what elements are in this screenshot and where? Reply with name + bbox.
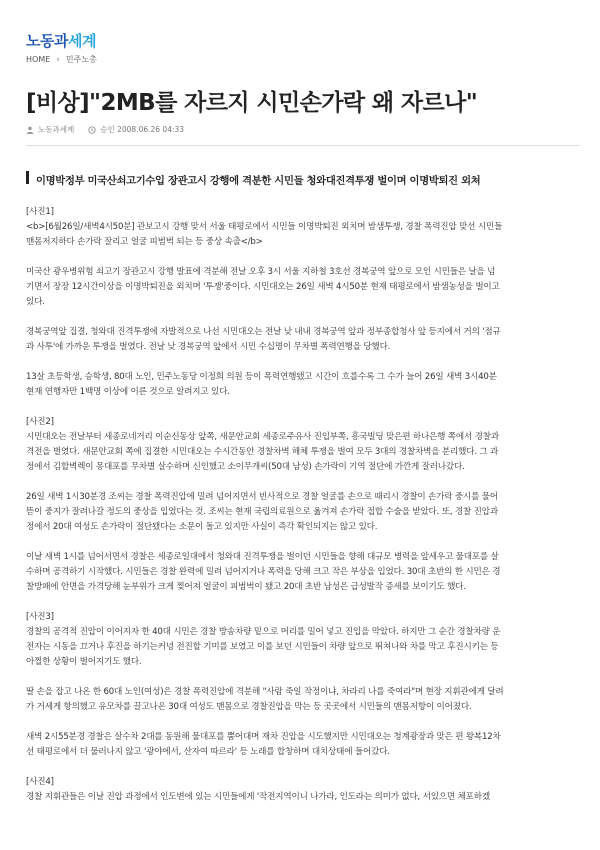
paragraph-line: 26일 새벽 1시30분경 조씨는 경찰 폭력진압에 밀려 넘어지면서 빈사적으로 경찰 얼굴를 손으로 때리시 경찰이 손가락 중시를 물어 (26, 492, 498, 502)
paragraph-line: 수하며 공격하기 시작했다. 시민들은 경찰 완력에 밀려 넘어지거나 폭력을 당해 크고 작은 부상을 입었다. 30대 초반의 한 시민은 경 (26, 567, 501, 577)
paragraph-line: 아찔한 상황이 벌어지기도 했다. (26, 657, 142, 667)
paragraph-line: 있다. (26, 297, 45, 307)
paragraph-line: 딸 손을 잡고 나온 한 60대 노인(여성)은 경찰 폭력진압에 격분해 "사람 죽일 작정이냐, 차라리 나를 죽여라"며 현장 지휘관에게 달려 (26, 687, 504, 697)
paragraph-line: 가 거세게 항의했고 유모차를 끌고나온 30대 여성도 맨몸으로 경찰진압을 막는 등 곳곳에서 시민들의 맨몸저항이 이어졌다. (26, 702, 472, 712)
paragraph-line: 기면서 장장 12시간이상을 이명박퇴진을 외치며 '투쟁'중이다. 시민대오는 26일 새벽 4시50분 현재 태평로에서 밤샘농성을 벌이고 (26, 282, 500, 292)
paragraph-line: 시민대오는 전날부터 세종로네거리 이순신동상 앞쪽, 새문안교회 세종로주유사 진입부쪽, 흥국빌딩 맞은편 하나은행 쪽에서 경찰과 (26, 432, 499, 442)
paragraph-line: 미국산 광우병위험 쇠고기 장관고시 강행 발표에 격분해 전날 오후 3시 서울 지하철 3호선 경복궁역 앞으로 모인 시민들은 날을 넘 (26, 267, 496, 277)
article-paragraph (26, 730, 580, 760)
paragraph-line: 경찰의 공격적 진압이 이어지자 한 40대 시민은 경찰 방송차량 밑으로 머리를 밀어 넣고 진입을 막았다. 하지만 그 순간 경찰차량 운 (26, 627, 501, 637)
article-title: [비상]"2MB를 자르지 시민손가락 왜 자르나" (26, 90, 478, 116)
article-paragraph (26, 490, 580, 535)
site-logo[interactable] (26, 30, 96, 51)
logo-text-b: 세계 (67, 32, 96, 50)
paragraph-line: 찰방패에 안면을 가격당해 눈부위가 크게 찢어져 얼굴이 피범벅이 됐고 20대 초반 남성은 급성발작 증세를 보이기도 했다. (26, 582, 466, 592)
paragraph-line: 경찰 지휘관들은 이날 진압 과정에서 인도변에 있는 시민들에게 '작전지역이니 나가라, 인도라는 의미가 없다, 서있으면 체포하겠 (26, 792, 490, 802)
paragraph-line: 뜯이 중지가 잘려나갈 정도의 중상을 입었다는 것. 조씨는 현재 국립의료원으로 옮겨져 손가락 접합 수술을 받았다. 또, 경찰 진압과 (26, 507, 498, 517)
paragraph-line: 경복궁역앞 집결, 청와대 진격투쟁에 자발적으로 나선 시민대오는 전날 낮 내내 경복궁역 앞과 정부종합청사 앞 등지에서 거의 '점규 (26, 327, 501, 337)
title-divider (26, 145, 580, 146)
subtitle-bar (26, 171, 29, 184)
breadcrumb-separator: › (56, 54, 60, 65)
paragraph-line: 과 사투'에 가까운 투쟁을 벌였다. 전날 낮 경복궁역 앞에서 시민 수십명이 무차별 폭력연행을 당했다. (26, 342, 391, 352)
paragraph-line: 현재 연행자만 1백명 이상에 이른 것으로 알려지고 있다. (26, 387, 230, 397)
article-paragraph (26, 220, 580, 250)
author-name: 노동과세계 (38, 125, 75, 134)
article-paragraph (26, 625, 580, 670)
paragraph-line: <b>[6월26일/새벽4시50분] 관보고시 강행 맞서 서울 태평로에서 시민들 이명박퇴진 외치며 밤샘투쟁, 경찰 폭력진압 맞선 시민들 (26, 222, 503, 232)
breadcrumb-home[interactable]: HOME (26, 55, 51, 64)
logo-text-a: 노동과 (26, 32, 68, 50)
breadcrumb (26, 54, 97, 65)
paragraph-line: 이날 새벽 1시를 넘어서면서 경찰은 세종로일대에서 청와대 진격투쟁을 벌이던 시민들을 향해 대규모 병력을 앞세우고 물대포를 살 (26, 552, 499, 562)
article-paragraph (26, 550, 580, 595)
paragraph-line: 전자는 시동을 끄거나 후진을 하기는커녕 전진할 기미를 보였고 이를 보던 시민들이 차량 앞으로 뛰쳐나와 차를 막고 후진시키는 등 (26, 642, 499, 652)
article-meta (26, 124, 184, 135)
paragraph-line: 정에서 김할벽렉이 몽대포를 무차별 살수하며 신인했고 소이무개씨(50대 남성) 손가락이 기역 절단에 가깐게 잘러나갔다. (26, 462, 465, 472)
article-paragraph (26, 430, 580, 475)
photo-caption: [사진3] (26, 612, 54, 622)
paragraph-line: 맨몸저지하다 손가락 잘리고 얼굴 피범벅 되는 등 중상 속출</b> (26, 237, 263, 247)
photo-caption: [사진1] (26, 207, 54, 217)
clock-icon (88, 126, 96, 134)
paragraph-line: 13살 초등학생, 승학생, 80대 노인, 민주노동당 이정희 의원 등이 폭력연행됐고 시간이 흐를수록 그 수가 늘어 26일 새벽 3시40분 (26, 372, 497, 382)
paragraph-line: 선 태평로에서 더 물러나지 않고 '광야에서, 산자여 따르라' 등 노래를 합창하며 대치상태에 들어갔다. (26, 747, 390, 757)
article-body (26, 205, 580, 820)
approval-date: 승인 2008.06.26 04:33 (100, 125, 185, 134)
paragraph-line: 새벽 2시55분경 경찰은 살수차 2대를 동원해 물대포를 뿜어대며 재차 진압을 시도했지만 시민대오는 청계광장과 맞은 편 왕복12차 (26, 732, 501, 742)
article-paragraph (26, 790, 580, 805)
paragraph-line: 정에서 20대 여성도 손가락이 절단됐다는 소문이 돌고 있지만 사실이 즉각 확인되지는 않고 있다. (26, 522, 378, 532)
photo-caption: [사진2] (26, 417, 54, 427)
article-paragraph (26, 325, 580, 355)
article-subtitle: 이명박정부 미국산쇠고기수입 장관고시 강행에 격분한 시민들 청와대진격투쟁 벌이며 이명박퇴진 외쳐 (36, 175, 481, 187)
photo-caption: [사진4] (26, 777, 54, 787)
breadcrumb-section[interactable]: 민주노총 (65, 55, 97, 64)
article-paragraph (26, 265, 580, 310)
paragraph-line: 격전을 벌였다. 새문안교회 쪽에 집결한 시민대오는 수시간동안 경찰차벽 해체 투쟁을 벌여 모두 3대의 경찰차벽을 분리했다. 그 과 (26, 447, 499, 457)
author-icon (26, 126, 34, 134)
article-paragraph (26, 370, 580, 400)
article-paragraph (26, 685, 580, 715)
